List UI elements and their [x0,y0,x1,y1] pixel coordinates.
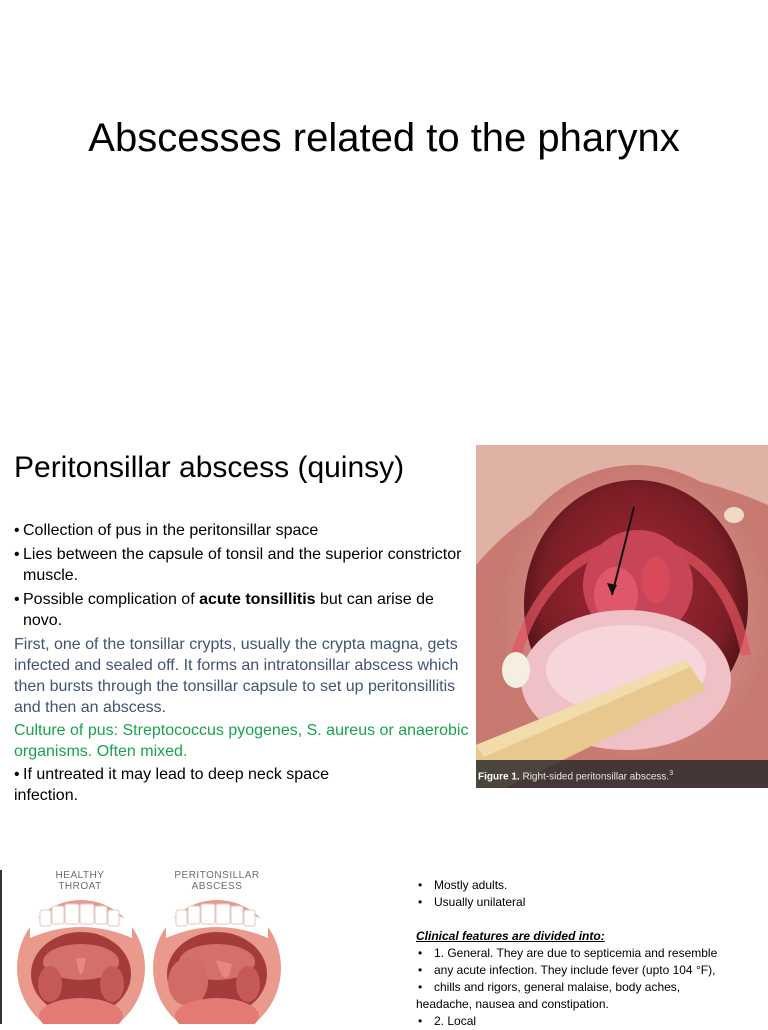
bullet-item: • Possible complication of acute tonsillitis but can arise de novo. [14,591,434,629]
clinical-features-heading: Clinical features are divided into: [416,929,605,943]
figure-caption: Figure 1. Right-sided peritonsillar abscess.$^3$ [476,760,768,788]
healthy-throat-label: HEALTHY THROAT [55,870,105,892]
bullet-item: • Lies between the capsule of tonsil and the superior constrictor muscle. [14,546,462,584]
list-item: • Usually unilateral [416,894,761,911]
bullet-item: • If untreated it may lead to deep neck space [14,766,329,783]
culture-paragraph: Culture of pus: Streptococcus pyogenes, S. aureus or anaerobic organisms. Often mixed. [14,722,469,760]
list-item: • any acute infection. They include fever (upto 104 °F), [416,962,761,979]
bullet-list [14,520,469,806]
section-title: Peritonsillar abscess (quinsy) [14,451,405,484]
title-slide [0,0,768,420]
healthy-throat-illustration [16,898,146,1024]
pathogenesis-paragraph: First, one of the tonsillar crypts, usually the crypta magna, gets infected and sealed off. It forms an intratonsillar abscess which then bursts through the tonsillar capsule to set up peritonsillitis and then an abscess. [14,636,459,716]
abscess-throat-label: PERITONSILLAR ABSCESS [174,870,260,892]
bullet-item: • Collection of pus in the peritonsillar space [14,522,319,539]
slide-title: Abscesses related to the pharynx [88,116,680,160]
list-item: • chills and rigors, general malaise, body aches, [416,979,761,996]
list-item: • 2. Local [416,1013,761,1030]
list-item-continuation: headache, nausea and constipation. [416,997,609,1011]
clinical-features-list [416,877,761,1030]
slide-edge [0,870,2,1024]
abscess-throat-illustration [152,898,282,1024]
list-item: • 1. General. They are due to septicemia and resemble [416,945,761,962]
bullet-continuation: infection. [14,787,79,804]
quinsy-photo [476,445,768,788]
list-item: • Mostly adults. [416,877,761,894]
